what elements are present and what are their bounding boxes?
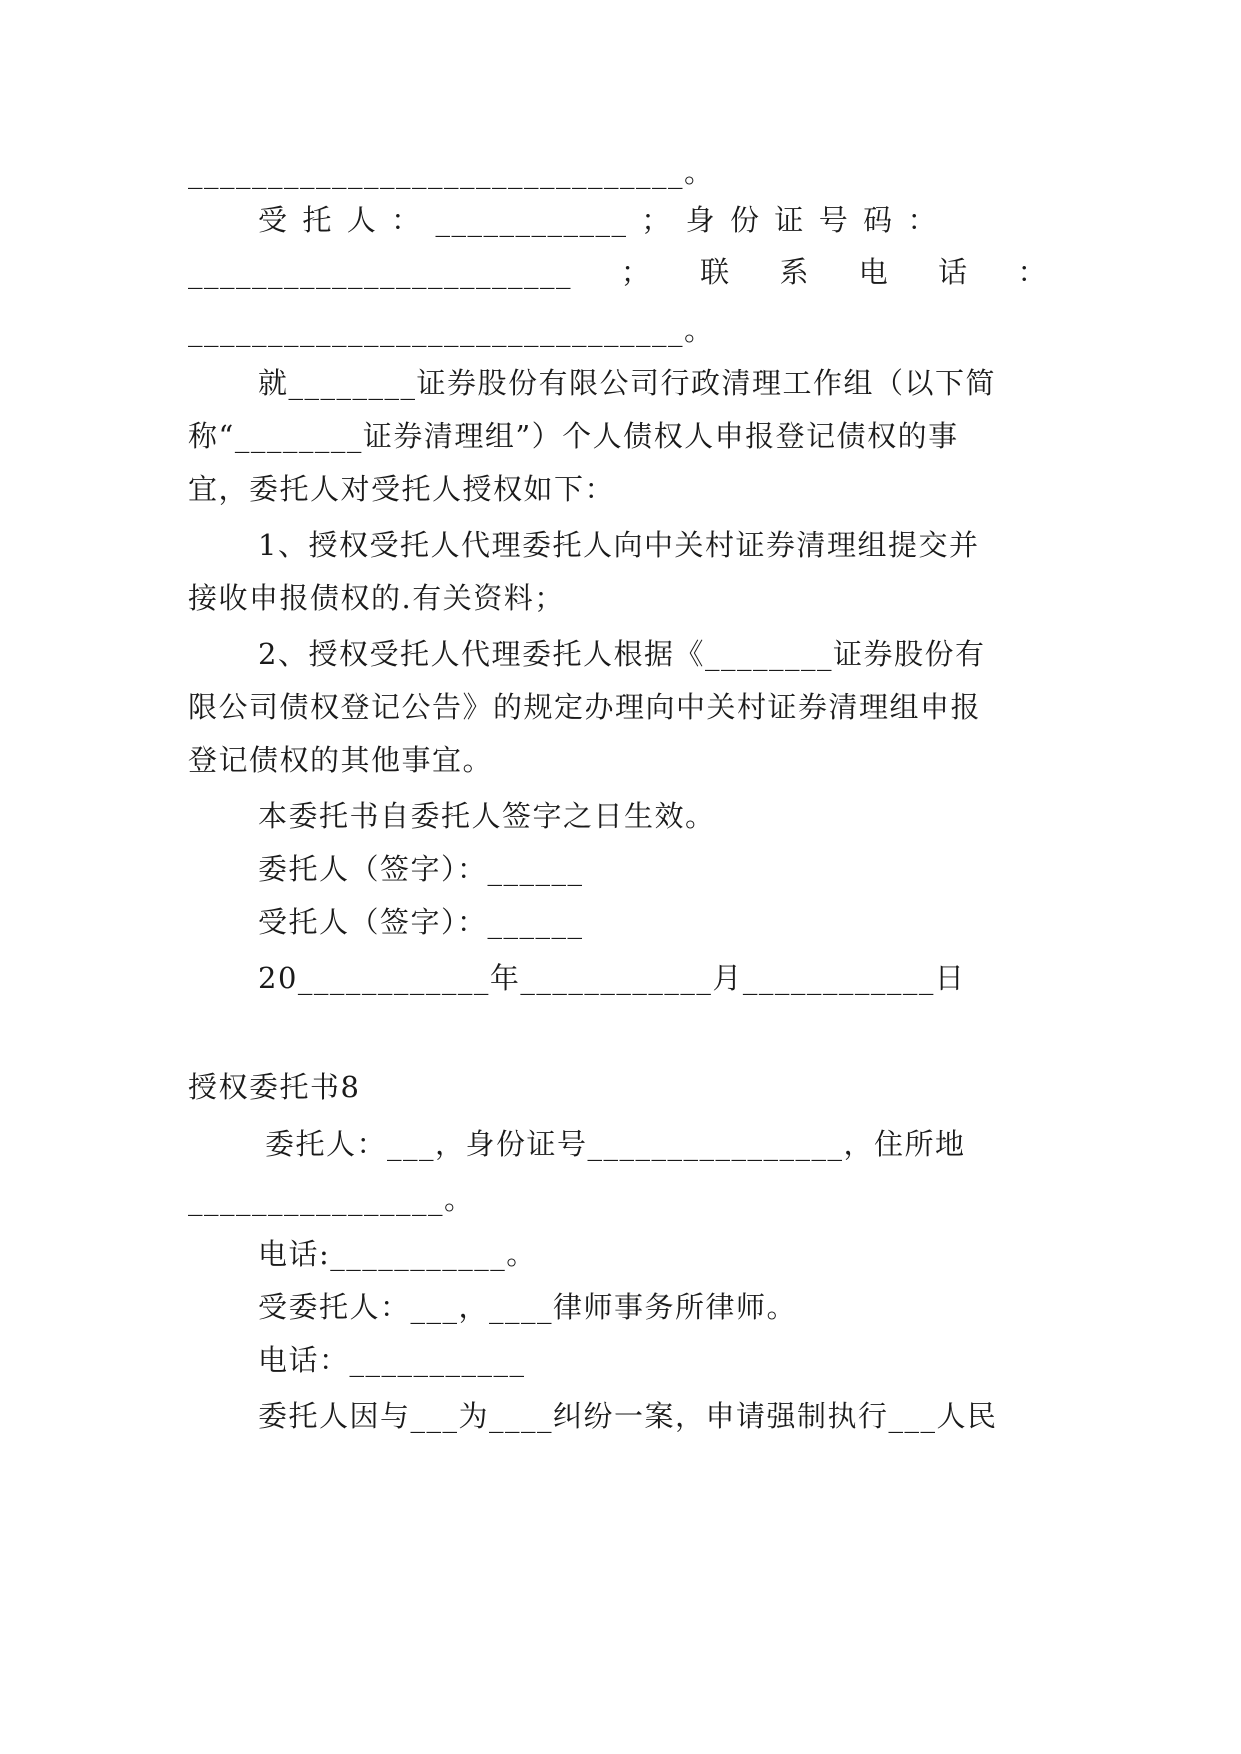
text-line-9: 接收申报债权的.有关资料； [188, 581, 565, 615]
char: 电 [858, 255, 890, 289]
char: ： [391, 203, 422, 237]
char: ； [620, 255, 652, 289]
char: ： [907, 203, 938, 237]
text-line-12: 登记债权的其他事宜。 [188, 743, 494, 777]
text-line-10: 2、授权受托人代理委托人根据《________证券股份有 [258, 637, 986, 671]
text-line-6: 称“________证券清理组”）个人债权人申报登记债权的事 [188, 419, 959, 453]
char: 联 [700, 255, 731, 289]
text-line-14: 委托人（签字）：______ [258, 852, 584, 886]
char: 受 [258, 203, 289, 237]
text-line-13: 本委托书自委托人签字之日生效。 [258, 799, 716, 833]
text-line-23: 委托人因与___为____纠纷一案，申请强制执行___人民 [258, 1399, 998, 1433]
text-line-3 [188, 246, 1048, 298]
char: 份 [730, 203, 761, 237]
char: 码 [863, 203, 894, 237]
text-line-21: 受委托人：___，____律师事务所律师。 [258, 1290, 798, 1324]
text-line-8: 1、授权受托人代理委托人向中关村证券清理组提交并 [258, 528, 980, 562]
char: 人 [346, 203, 378, 237]
char: 身 [685, 203, 717, 237]
text-line-2 [258, 194, 938, 246]
char: ： [1017, 255, 1048, 289]
text-line-7: 宜，委托人对受托人授权如下： [188, 472, 616, 506]
text-line-5: 就________证券股份有限公司行政清理工作组（以下简 [258, 366, 997, 400]
char: 话 [938, 255, 969, 289]
blank-field: ____________ [435, 203, 628, 237]
char: 系 [779, 255, 810, 289]
text-line-4: _______________________________。 [188, 313, 715, 347]
text-line-20: 电话:___________。 [258, 1237, 537, 1271]
text-line-18: 委托人：___，身份证号________________，住所地 [265, 1127, 966, 1161]
text-line-15: 受托人（签字）：______ [258, 905, 584, 939]
text-line-16: 20____________年____________月____________日 [258, 961, 966, 995]
char: 号 [818, 203, 850, 237]
char: ； [641, 203, 672, 237]
text-line-1: _______________________________。 [188, 155, 715, 189]
section-title: 授权委托书8 [188, 1070, 361, 1104]
text-line-11: 限公司债权登记公告》的规定办理向中关村证券清理组申报 [188, 690, 982, 724]
text-line-22: 电话：___________ [258, 1343, 526, 1377]
char: 托 [302, 203, 333, 237]
blank-field: ________________________ [188, 255, 572, 289]
char: 证 [774, 203, 805, 237]
text-line-19: ________________。 [188, 1182, 475, 1216]
